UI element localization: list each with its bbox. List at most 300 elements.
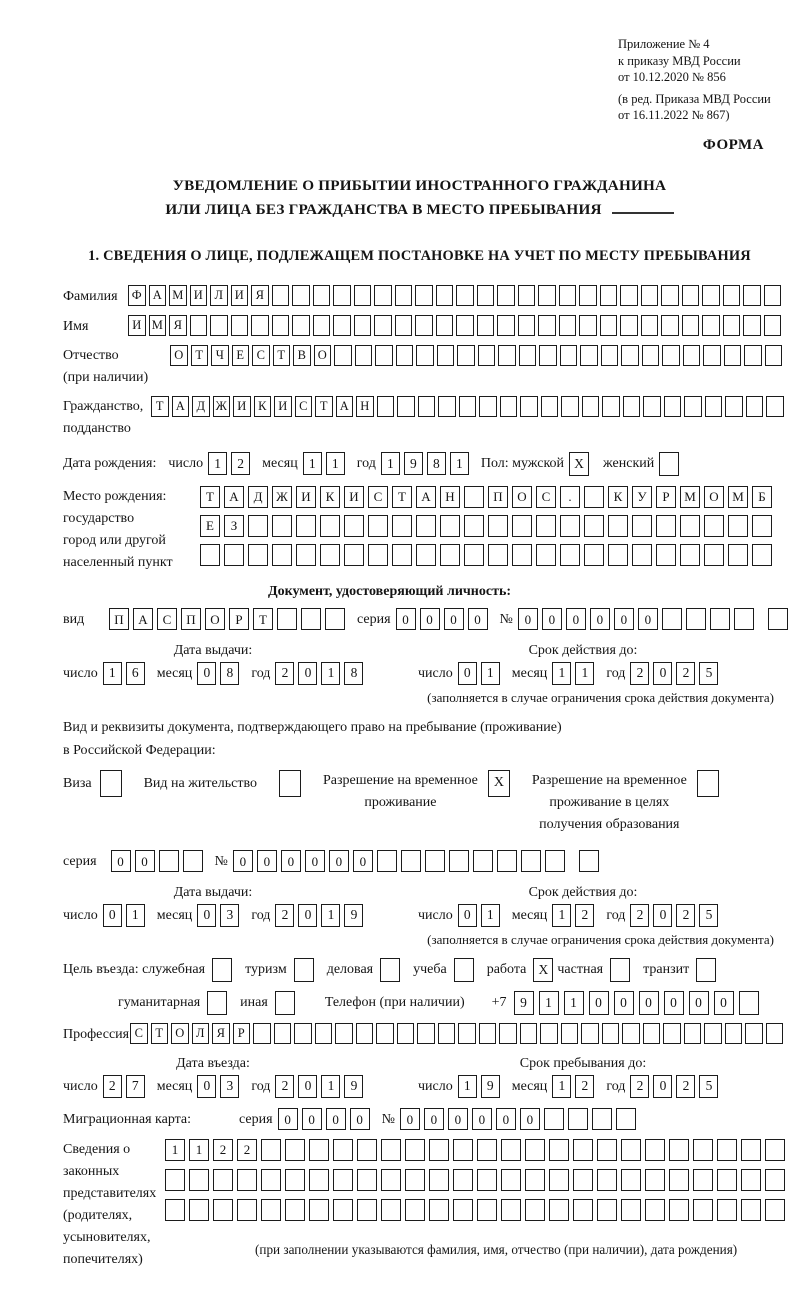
empty-cell[interactable] bbox=[728, 515, 748, 537]
empty-cell[interactable] bbox=[669, 1169, 689, 1191]
empty-cell[interactable] bbox=[237, 1169, 257, 1191]
empty-cell[interactable] bbox=[597, 1169, 617, 1191]
empty-cell[interactable] bbox=[683, 345, 701, 366]
filled-cell[interactable]: 9 bbox=[481, 1075, 500, 1098]
filled-cell[interactable]: О bbox=[704, 486, 724, 508]
empty-cell[interactable] bbox=[429, 1169, 449, 1191]
empty-cell[interactable] bbox=[285, 1169, 305, 1191]
empty-cell[interactable] bbox=[333, 315, 351, 336]
empty-cell[interactable] bbox=[559, 285, 577, 306]
filled-cell[interactable]: 0 bbox=[520, 1108, 540, 1130]
empty-cell[interactable] bbox=[454, 958, 474, 982]
filled-cell[interactable]: 9 bbox=[514, 991, 534, 1015]
empty-cell[interactable] bbox=[416, 515, 436, 537]
filled-cell[interactable]: М bbox=[149, 315, 167, 336]
birth-day-input[interactable] bbox=[208, 452, 250, 475]
filled-cell[interactable]: Я bbox=[251, 285, 269, 306]
empty-cell[interactable] bbox=[686, 608, 706, 630]
filled-cell[interactable]: Д bbox=[192, 396, 210, 417]
empty-cell[interactable] bbox=[622, 1023, 640, 1044]
filled-cell[interactable]: Я bbox=[169, 315, 187, 336]
empty-cell[interactable] bbox=[559, 315, 577, 336]
empty-cell[interactable] bbox=[656, 515, 676, 537]
filled-cell[interactable]: 0 bbox=[566, 608, 586, 630]
empty-cell[interactable] bbox=[405, 1169, 425, 1191]
filled-cell[interactable]: О bbox=[512, 486, 532, 508]
empty-cell[interactable] bbox=[518, 315, 536, 336]
phone-input[interactable] bbox=[514, 991, 759, 1015]
representatives-line3-input[interactable] bbox=[165, 1199, 785, 1221]
empty-cell[interactable] bbox=[520, 396, 538, 417]
filled-cell[interactable]: 2 bbox=[103, 1075, 122, 1098]
empty-cell[interactable] bbox=[544, 1108, 564, 1130]
filled-cell[interactable]: 1 bbox=[458, 1075, 477, 1098]
filled-cell[interactable]: 2 bbox=[275, 1075, 294, 1098]
empty-cell[interactable] bbox=[541, 396, 559, 417]
residence-number-extra-cell[interactable] bbox=[579, 850, 599, 872]
filled-cell[interactable]: 9 bbox=[344, 1075, 363, 1098]
empty-cell[interactable] bbox=[354, 315, 372, 336]
empty-cell[interactable] bbox=[579, 850, 599, 872]
empty-cell[interactable] bbox=[405, 1139, 425, 1161]
filled-cell[interactable]: А bbox=[149, 285, 167, 306]
empty-cell[interactable] bbox=[682, 285, 700, 306]
empty-cell[interactable] bbox=[608, 544, 628, 566]
empty-cell[interactable] bbox=[100, 770, 122, 797]
empty-cell[interactable] bbox=[579, 285, 597, 306]
empty-cell[interactable] bbox=[374, 285, 392, 306]
empty-cell[interactable] bbox=[616, 1108, 636, 1130]
empty-cell[interactable] bbox=[237, 1199, 257, 1221]
filled-cell[interactable]: 5 bbox=[699, 1075, 718, 1098]
empty-cell[interactable] bbox=[354, 285, 372, 306]
empty-cell[interactable] bbox=[212, 958, 232, 982]
empty-cell[interactable] bbox=[279, 770, 301, 797]
empty-cell[interactable] bbox=[333, 1139, 353, 1161]
empty-cell[interactable] bbox=[661, 285, 679, 306]
empty-cell[interactable] bbox=[376, 1023, 394, 1044]
empty-cell[interactable] bbox=[710, 608, 730, 630]
empty-cell[interactable] bbox=[518, 285, 536, 306]
empty-cell[interactable] bbox=[580, 345, 598, 366]
empty-cell[interactable] bbox=[397, 1023, 415, 1044]
empty-cell[interactable] bbox=[573, 1199, 593, 1221]
empty-cell[interactable] bbox=[374, 315, 392, 336]
empty-cell[interactable] bbox=[333, 1169, 353, 1191]
filled-cell[interactable]: А bbox=[133, 608, 153, 630]
empty-cell[interactable] bbox=[396, 345, 414, 366]
empty-cell[interactable] bbox=[272, 544, 292, 566]
filled-cell[interactable]: М bbox=[169, 285, 187, 306]
empty-cell[interactable] bbox=[335, 1023, 353, 1044]
empty-cell[interactable] bbox=[600, 315, 618, 336]
empty-cell[interactable] bbox=[381, 1199, 401, 1221]
filled-cell[interactable]: Ч bbox=[211, 345, 229, 366]
purpose-tourism-checkbox[interactable] bbox=[294, 958, 314, 982]
filled-cell[interactable]: 3 bbox=[220, 904, 239, 927]
empty-cell[interactable] bbox=[497, 315, 515, 336]
empty-cell[interactable] bbox=[573, 1139, 593, 1161]
empty-cell[interactable] bbox=[581, 1023, 599, 1044]
filled-cell[interactable]: 0 bbox=[302, 1108, 322, 1130]
empty-cell[interactable] bbox=[764, 315, 782, 336]
filled-cell[interactable]: 0 bbox=[135, 850, 155, 872]
empty-cell[interactable] bbox=[292, 315, 310, 336]
filled-cell[interactable]: 0 bbox=[424, 1108, 444, 1130]
empty-cell[interactable] bbox=[765, 1169, 785, 1191]
empty-cell[interactable] bbox=[479, 1023, 497, 1044]
empty-cell[interactable] bbox=[417, 1023, 435, 1044]
filled-cell[interactable]: А bbox=[172, 396, 190, 417]
filled-cell[interactable]: 0 bbox=[590, 608, 610, 630]
empty-cell[interactable] bbox=[684, 396, 702, 417]
empty-cell[interactable] bbox=[663, 1023, 681, 1044]
empty-cell[interactable] bbox=[597, 1199, 617, 1221]
filled-cell[interactable]: 3 bbox=[220, 1075, 239, 1098]
filled-cell[interactable]: 0 bbox=[298, 904, 317, 927]
empty-cell[interactable] bbox=[641, 315, 659, 336]
empty-cell[interactable] bbox=[584, 544, 604, 566]
empty-cell[interactable] bbox=[525, 1169, 545, 1191]
filled-cell[interactable]: И bbox=[231, 285, 249, 306]
empty-cell[interactable] bbox=[380, 958, 400, 982]
empty-cell[interactable] bbox=[397, 396, 415, 417]
empty-cell[interactable] bbox=[344, 544, 364, 566]
empty-cell[interactable] bbox=[488, 515, 508, 537]
filled-cell[interactable]: Т bbox=[151, 396, 169, 417]
empty-cell[interactable] bbox=[436, 315, 454, 336]
empty-cell[interactable] bbox=[315, 1023, 333, 1044]
empty-cell[interactable] bbox=[416, 345, 434, 366]
empty-cell[interactable] bbox=[734, 608, 754, 630]
empty-cell[interactable] bbox=[703, 345, 721, 366]
filled-cell[interactable]: 0 bbox=[458, 662, 477, 685]
empty-cell[interactable] bbox=[705, 396, 723, 417]
filled-cell[interactable]: 0 bbox=[448, 1108, 468, 1130]
filled-cell[interactable]: 2 bbox=[275, 904, 294, 927]
filled-cell[interactable]: 2 bbox=[630, 1075, 649, 1098]
empty-cell[interactable] bbox=[579, 315, 597, 336]
empty-cell[interactable] bbox=[248, 544, 268, 566]
filled-cell[interactable]: К bbox=[320, 486, 340, 508]
empty-cell[interactable] bbox=[682, 315, 700, 336]
empty-cell[interactable] bbox=[656, 544, 676, 566]
filled-cell[interactable]: 1 bbox=[481, 662, 500, 685]
empty-cell[interactable] bbox=[429, 1199, 449, 1221]
filled-cell[interactable]: Р bbox=[233, 1023, 251, 1044]
empty-cell[interactable] bbox=[752, 544, 772, 566]
empty-cell[interactable] bbox=[165, 1199, 185, 1221]
empty-cell[interactable] bbox=[464, 486, 484, 508]
empty-cell[interactable] bbox=[285, 1199, 305, 1221]
empty-cell[interactable] bbox=[381, 1169, 401, 1191]
filled-cell[interactable]: Т bbox=[253, 608, 273, 630]
surname-input[interactable] bbox=[128, 285, 781, 306]
filled-cell[interactable]: 0 bbox=[444, 608, 464, 630]
empty-cell[interactable] bbox=[497, 850, 517, 872]
filled-cell[interactable]: 8 bbox=[344, 662, 363, 685]
filled-cell[interactable]: 2 bbox=[575, 1075, 594, 1098]
migration-number-input[interactable] bbox=[400, 1108, 636, 1130]
filled-cell[interactable]: 0 bbox=[664, 991, 684, 1015]
empty-cell[interactable] bbox=[272, 285, 290, 306]
filled-cell[interactable]: 0 bbox=[639, 991, 659, 1015]
purpose-other-checkbox[interactable] bbox=[275, 991, 295, 1015]
empty-cell[interactable] bbox=[669, 1139, 689, 1161]
empty-cell[interactable] bbox=[549, 1139, 569, 1161]
empty-cell[interactable] bbox=[488, 544, 508, 566]
empty-cell[interactable] bbox=[296, 544, 316, 566]
filled-cell[interactable]: 0 bbox=[298, 1075, 317, 1098]
filled-cell[interactable]: К bbox=[608, 486, 628, 508]
filled-cell[interactable]: Н bbox=[440, 486, 460, 508]
filled-cell[interactable]: И bbox=[233, 396, 251, 417]
filled-cell[interactable]: 2 bbox=[575, 904, 594, 927]
empty-cell[interactable] bbox=[621, 1139, 641, 1161]
filled-cell[interactable]: 0 bbox=[472, 1108, 492, 1130]
empty-cell[interactable] bbox=[745, 1023, 763, 1044]
empty-cell[interactable] bbox=[392, 515, 412, 537]
empty-cell[interactable] bbox=[519, 345, 537, 366]
entry-year-input[interactable] bbox=[275, 1075, 363, 1098]
filled-cell[interactable]: 1 bbox=[381, 452, 400, 475]
birth-place-line3-input[interactable] bbox=[200, 544, 772, 566]
empty-cell[interactable] bbox=[381, 1139, 401, 1161]
filled-cell[interactable]: 2 bbox=[676, 1075, 695, 1098]
empty-cell[interactable] bbox=[415, 285, 433, 306]
empty-cell[interactable] bbox=[512, 544, 532, 566]
residence-valid-day-input[interactable] bbox=[458, 904, 500, 927]
empty-cell[interactable] bbox=[499, 1023, 517, 1044]
filled-cell[interactable]: Ж bbox=[213, 396, 231, 417]
filled-cell[interactable]: 1 bbox=[326, 452, 345, 475]
doc-number-input[interactable] bbox=[518, 608, 754, 630]
filled-cell[interactable]: 0 bbox=[396, 608, 416, 630]
empty-cell[interactable] bbox=[309, 1139, 329, 1161]
empty-cell[interactable] bbox=[741, 1169, 761, 1191]
name-input[interactable] bbox=[128, 315, 781, 336]
empty-cell[interactable] bbox=[584, 515, 604, 537]
empty-cell[interactable] bbox=[582, 396, 600, 417]
filled-cell[interactable]: 0 bbox=[496, 1108, 516, 1130]
empty-cell[interactable] bbox=[536, 544, 556, 566]
empty-cell[interactable] bbox=[642, 345, 660, 366]
empty-cell[interactable] bbox=[620, 315, 638, 336]
filled-cell[interactable]: 0 bbox=[257, 850, 277, 872]
empty-cell[interactable] bbox=[744, 345, 762, 366]
empty-cell[interactable] bbox=[183, 850, 203, 872]
filled-cell[interactable]: 1 bbox=[575, 662, 594, 685]
empty-cell[interactable] bbox=[743, 285, 761, 306]
filled-cell[interactable]: С bbox=[368, 486, 388, 508]
filled-cell[interactable]: 0 bbox=[281, 850, 301, 872]
empty-cell[interactable] bbox=[320, 544, 340, 566]
filled-cell[interactable]: 6 bbox=[126, 662, 145, 685]
filled-cell[interactable]: Ж bbox=[272, 486, 292, 508]
entry-month-input[interactable] bbox=[197, 1075, 239, 1098]
empty-cell[interactable] bbox=[479, 396, 497, 417]
empty-cell[interactable] bbox=[272, 515, 292, 537]
empty-cell[interactable] bbox=[429, 1139, 449, 1161]
entry-day-input[interactable] bbox=[103, 1075, 145, 1098]
empty-cell[interactable] bbox=[355, 345, 373, 366]
empty-cell[interactable] bbox=[661, 315, 679, 336]
empty-cell[interactable] bbox=[159, 850, 179, 872]
empty-cell[interactable] bbox=[392, 544, 412, 566]
filled-cell[interactable]: X bbox=[488, 770, 510, 797]
empty-cell[interactable] bbox=[621, 1199, 641, 1221]
residence-issue-day-input[interactable] bbox=[103, 904, 145, 927]
filled-cell[interactable]: И bbox=[128, 315, 146, 336]
empty-cell[interactable] bbox=[296, 515, 316, 537]
empty-cell[interactable] bbox=[200, 544, 220, 566]
empty-cell[interactable] bbox=[739, 991, 759, 1015]
empty-cell[interactable] bbox=[765, 1139, 785, 1161]
filled-cell[interactable]: С bbox=[536, 486, 556, 508]
empty-cell[interactable] bbox=[662, 345, 680, 366]
empty-cell[interactable] bbox=[416, 544, 436, 566]
residence-issue-month-input[interactable] bbox=[197, 904, 239, 927]
empty-cell[interactable] bbox=[632, 515, 652, 537]
empty-cell[interactable] bbox=[602, 396, 620, 417]
filled-cell[interactable]: Т bbox=[315, 396, 333, 417]
empty-cell[interactable] bbox=[500, 396, 518, 417]
empty-cell[interactable] bbox=[415, 315, 433, 336]
empty-cell[interactable] bbox=[334, 345, 352, 366]
filled-cell[interactable]: Т bbox=[151, 1023, 169, 1044]
filled-cell[interactable]: 1 bbox=[321, 904, 340, 927]
filled-cell[interactable]: П bbox=[181, 608, 201, 630]
empty-cell[interactable] bbox=[477, 1169, 497, 1191]
empty-cell[interactable] bbox=[294, 958, 314, 982]
empty-cell[interactable] bbox=[641, 285, 659, 306]
doc-valid-month-input[interactable] bbox=[552, 662, 594, 685]
empty-cell[interactable] bbox=[272, 315, 290, 336]
empty-cell[interactable] bbox=[645, 1169, 665, 1191]
filled-cell[interactable]: 0 bbox=[468, 608, 488, 630]
empty-cell[interactable] bbox=[377, 396, 395, 417]
empty-cell[interactable] bbox=[213, 1199, 233, 1221]
empty-cell[interactable] bbox=[357, 1199, 377, 1221]
filled-cell[interactable]: 1 bbox=[552, 662, 571, 685]
filled-cell[interactable]: К bbox=[254, 396, 272, 417]
filled-cell[interactable]: 0 bbox=[714, 991, 734, 1015]
birth-month-input[interactable] bbox=[303, 452, 345, 475]
empty-cell[interactable] bbox=[768, 608, 788, 630]
empty-cell[interactable] bbox=[357, 1169, 377, 1191]
filled-cell[interactable]: Е bbox=[200, 515, 220, 537]
empty-cell[interactable] bbox=[680, 515, 700, 537]
empty-cell[interactable] bbox=[309, 1169, 329, 1191]
filled-cell[interactable]: В bbox=[293, 345, 311, 366]
filled-cell[interactable]: А bbox=[336, 396, 354, 417]
empty-cell[interactable] bbox=[538, 285, 556, 306]
representatives-line1-input[interactable] bbox=[165, 1139, 785, 1161]
empty-cell[interactable] bbox=[301, 608, 321, 630]
filled-cell[interactable]: О bbox=[171, 1023, 189, 1044]
empty-cell[interactable] bbox=[418, 396, 436, 417]
empty-cell[interactable] bbox=[440, 544, 460, 566]
filled-cell[interactable]: У bbox=[632, 486, 652, 508]
filled-cell[interactable]: Р bbox=[229, 608, 249, 630]
empty-cell[interactable] bbox=[561, 396, 579, 417]
empty-cell[interactable] bbox=[741, 1199, 761, 1221]
filled-cell[interactable]: 1 bbox=[552, 1075, 571, 1098]
empty-cell[interactable] bbox=[501, 1139, 521, 1161]
doc-series-input[interactable] bbox=[396, 608, 488, 630]
empty-cell[interactable] bbox=[501, 1199, 521, 1221]
empty-cell[interactable] bbox=[724, 345, 742, 366]
empty-cell[interactable] bbox=[477, 1199, 497, 1221]
empty-cell[interactable] bbox=[498, 345, 516, 366]
empty-cell[interactable] bbox=[643, 396, 661, 417]
filled-cell[interactable]: 2 bbox=[676, 662, 695, 685]
empty-cell[interactable] bbox=[549, 1199, 569, 1221]
residence-valid-month-input[interactable] bbox=[552, 904, 594, 927]
migration-series-input[interactable] bbox=[278, 1108, 370, 1130]
filled-cell[interactable]: 2 bbox=[676, 904, 695, 927]
empty-cell[interactable] bbox=[261, 1169, 281, 1191]
empty-cell[interactable] bbox=[501, 1169, 521, 1191]
filled-cell[interactable]: 0 bbox=[353, 850, 373, 872]
filled-cell[interactable]: Л bbox=[210, 285, 228, 306]
filled-cell[interactable]: 1 bbox=[208, 452, 227, 475]
empty-cell[interactable] bbox=[207, 991, 227, 1015]
stay-month-input[interactable] bbox=[552, 1075, 594, 1098]
filled-cell[interactable]: О bbox=[205, 608, 225, 630]
empty-cell[interactable] bbox=[592, 1108, 612, 1130]
empty-cell[interactable] bbox=[459, 396, 477, 417]
empty-cell[interactable] bbox=[525, 1199, 545, 1221]
filled-cell[interactable]: 0 bbox=[653, 1075, 672, 1098]
filled-cell[interactable]: 0 bbox=[420, 608, 440, 630]
empty-cell[interactable] bbox=[765, 1199, 785, 1221]
filled-cell[interactable]: 0 bbox=[518, 608, 538, 630]
empty-cell[interactable] bbox=[573, 1169, 593, 1191]
purpose-private-checkbox[interactable] bbox=[610, 958, 630, 982]
filled-cell[interactable]: О bbox=[170, 345, 188, 366]
filled-cell[interactable]: 1 bbox=[552, 904, 571, 927]
filled-cell[interactable]: Р bbox=[656, 486, 676, 508]
filled-cell[interactable]: . bbox=[560, 486, 580, 508]
filled-cell[interactable]: С bbox=[157, 608, 177, 630]
filled-cell[interactable]: 9 bbox=[344, 904, 363, 927]
patronymic-input[interactable] bbox=[170, 345, 782, 366]
filled-cell[interactable]: 0 bbox=[305, 850, 325, 872]
filled-cell[interactable]: 0 bbox=[638, 608, 658, 630]
empty-cell[interactable] bbox=[608, 515, 628, 537]
empty-cell[interactable] bbox=[662, 608, 682, 630]
empty-cell[interactable] bbox=[621, 1169, 641, 1191]
filled-cell[interactable]: Т bbox=[191, 345, 209, 366]
empty-cell[interactable] bbox=[464, 544, 484, 566]
empty-cell[interactable] bbox=[520, 1023, 538, 1044]
empty-cell[interactable] bbox=[643, 1023, 661, 1044]
empty-cell[interactable] bbox=[309, 1199, 329, 1221]
empty-cell[interactable] bbox=[697, 770, 719, 797]
filled-cell[interactable]: 0 bbox=[458, 904, 477, 927]
purpose-transit-checkbox[interactable] bbox=[696, 958, 716, 982]
filled-cell[interactable]: 0 bbox=[542, 608, 562, 630]
filled-cell[interactable]: 0 bbox=[278, 1108, 298, 1130]
residence-series-input[interactable] bbox=[111, 850, 203, 872]
filled-cell[interactable]: 1 bbox=[321, 1075, 340, 1098]
profession-input[interactable] bbox=[130, 1023, 783, 1044]
filled-cell[interactable]: Я bbox=[212, 1023, 230, 1044]
doc-number-extra-cell[interactable] bbox=[768, 608, 788, 630]
doc-type-input[interactable] bbox=[109, 608, 345, 630]
empty-cell[interactable] bbox=[560, 345, 578, 366]
